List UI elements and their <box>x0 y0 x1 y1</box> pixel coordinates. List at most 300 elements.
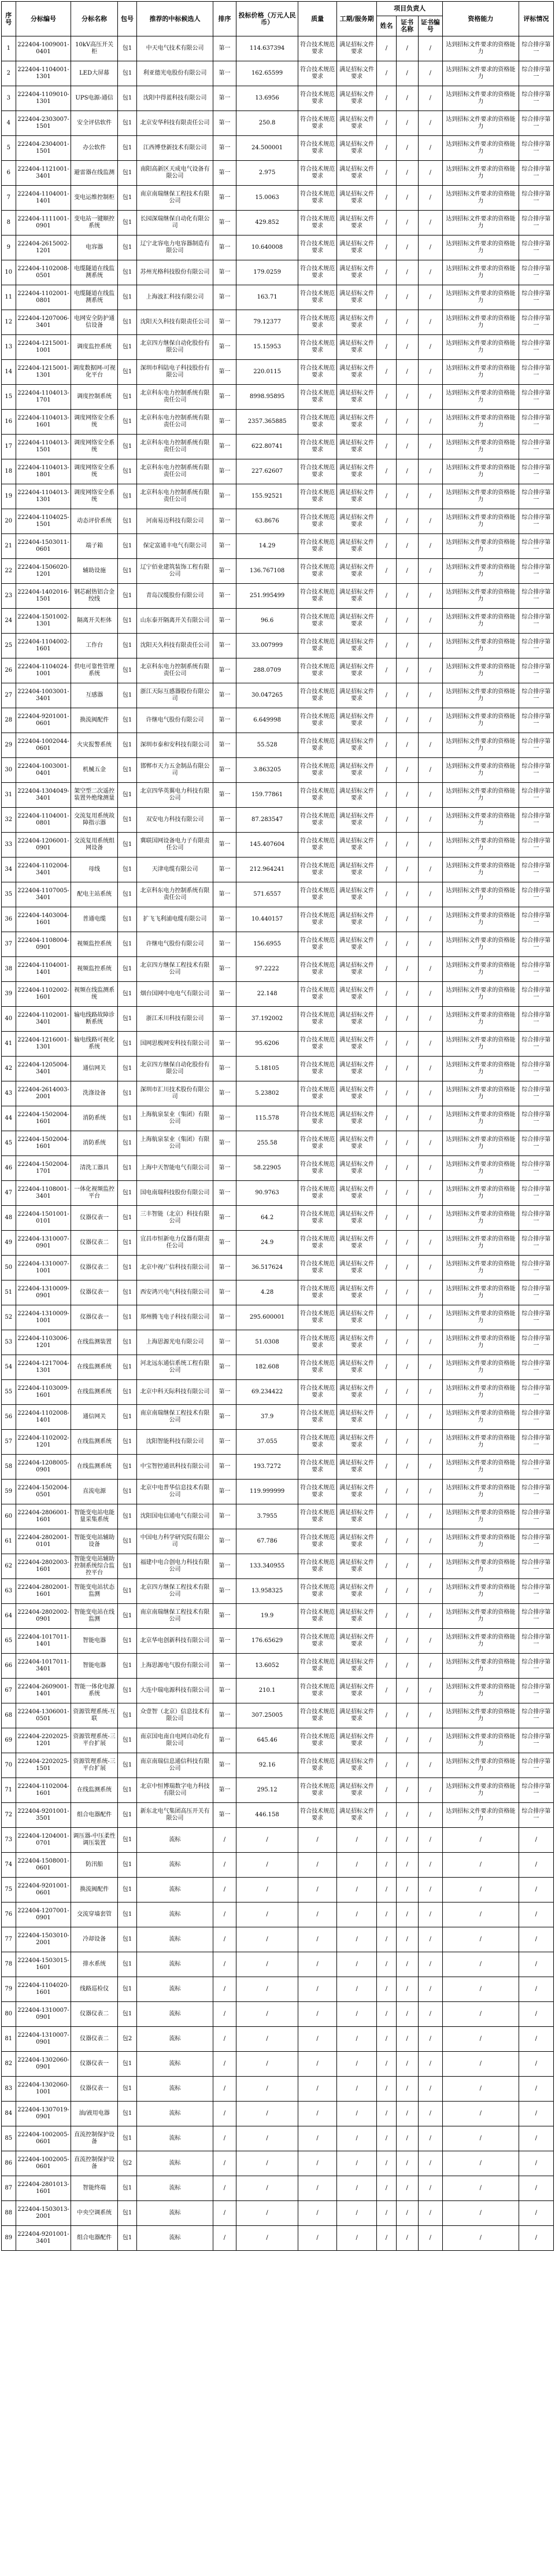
cell-qualification: 达到招标文件要求的资格能力 <box>443 260 519 285</box>
cell-period: 满足招标文件要求 <box>337 161 377 186</box>
cell-code: 222404-1017011-3401 <box>16 1654 71 1679</box>
cell-pm-cert: / <box>396 932 418 957</box>
cell-code: 222404-1104001-1301 <box>16 61 71 86</box>
cell-quality: 符合技术规范要求 <box>298 285 337 310</box>
cell-period: 满足招标文件要求 <box>337 310 377 335</box>
cell-rank: 第一 <box>213 1679 236 1703</box>
cell-evaluation: 综合排序第一 <box>519 36 553 61</box>
cell-pm-cert: / <box>396 2102 418 2126</box>
cell-period: / <box>337 2151 377 2176</box>
cell-pm-name: / <box>377 484 396 509</box>
cell-price: 250.8 <box>236 111 298 136</box>
cell-price: 55.528 <box>236 733 298 758</box>
cell-evaluation: 综合排序第一 <box>519 1529 553 1554</box>
cell-period: 满足招标文件要求 <box>337 1703 377 1728</box>
cell-rank: 第一 <box>213 1529 236 1554</box>
cell-name: 智能电器 <box>71 1654 117 1679</box>
cell-name: 端子箱 <box>71 534 117 559</box>
cell-name: 组合电器配件 <box>71 2226 117 2251</box>
cell-qualification: 达到招标文件要求的资格能力 <box>443 808 519 833</box>
cell-pm-cert: / <box>396 61 418 86</box>
cell-code: 222404-1503010-2001 <box>16 1927 71 1952</box>
cell-pkg: 包1 <box>117 1927 136 1952</box>
cell-code: 222404-1205004-3401 <box>16 1057 71 1081</box>
cell-rank: 第一 <box>213 1380 236 1405</box>
cell-code: 222404-1102001-3401 <box>16 1007 71 1032</box>
cell-pkg: 包1 <box>117 1280 136 1305</box>
cell-pm-name: / <box>377 2002 396 2027</box>
cell-price: 163.71 <box>236 285 298 310</box>
cell-pm-cert: / <box>396 2176 418 2201</box>
cell-rank: 第一 <box>213 982 236 1007</box>
cell-name: 智能变电站辅助设备 <box>71 1529 117 1554</box>
cell-name: 清洗工器具 <box>71 1156 117 1181</box>
cell-pm-no: / <box>418 957 442 982</box>
cell-price: 115.578 <box>236 1106 298 1131</box>
cell-pm-no: / <box>418 2027 442 2052</box>
cell-pkg: 包1 <box>117 2201 136 2226</box>
cell-quality: 符合技术规范要求 <box>298 1654 337 1679</box>
cell-price: 5.23802 <box>236 1081 298 1106</box>
cell-code: 222404-1108001-3401 <box>16 1181 71 1206</box>
cell-evaluation: 综合排序第一 <box>519 1728 553 1753</box>
cell-quality: 符合技术规范要求 <box>298 1231 337 1256</box>
cell-candidate: 北京科东电力控制系统有限责任公司 <box>137 882 213 907</box>
cell-code: 222404-1104013-1601 <box>16 410 71 435</box>
cell-seq: 5 <box>2 136 16 161</box>
cell-pkg: 包1 <box>117 2102 136 2126</box>
cell-price: 3.7955 <box>236 1504 298 1529</box>
cell-qualification: / <box>443 1927 519 1952</box>
cell-pkg: 包1 <box>117 2002 136 2027</box>
table-row <box>2 1579 554 1604</box>
cell-pm-cert: / <box>396 484 418 509</box>
cell-pm-no: / <box>418 634 442 658</box>
cell-pkg: 包1 <box>117 285 136 310</box>
cell-pkg: 包1 <box>117 1878 136 1902</box>
cell-pm-no: / <box>418 2052 442 2077</box>
cell-qualification: / <box>443 1828 519 1853</box>
cell-pm-name: / <box>377 1380 396 1405</box>
cell-pm-cert: / <box>396 1455 418 1480</box>
header-quality: 质量 <box>298 2 337 36</box>
cell-rank: 第一 <box>213 509 236 534</box>
cell-pm-cert: / <box>396 1828 418 1853</box>
cell-name: 冷却设备 <box>71 1927 117 1952</box>
cell-qualification: 达到招标文件要求的资格能力 <box>443 509 519 534</box>
cell-evaluation: 综合排序第一 <box>519 882 553 907</box>
table-row <box>2 2102 554 2126</box>
cell-period: 满足招标文件要求 <box>337 1081 377 1106</box>
cell-code: 222404-1206001-0901 <box>16 833 71 858</box>
cell-price: 22.148 <box>236 982 298 1007</box>
table-row <box>2 1156 554 1181</box>
cell-candidate: 流标 <box>137 2126 213 2151</box>
cell-pm-cert: / <box>396 1803 418 1828</box>
cell-qualification: 达到招标文件要求的资格能力 <box>443 634 519 658</box>
cell-period: 满足招标文件要求 <box>337 1032 377 1057</box>
cell-pm-no: / <box>418 833 442 858</box>
cell-name: 智能变电站辅助控制系统综合监控平台 <box>71 1554 117 1579</box>
cell-code: 222404-1501002-1301 <box>16 609 71 634</box>
cell-period: / <box>337 2002 377 2027</box>
cell-rank: / <box>213 2102 236 2126</box>
cell-code: 222404-1215001-1301 <box>16 360 71 385</box>
header-qualification: 资格能力 <box>443 2 519 36</box>
cell-qualification: 达到招标文件要求的资格能力 <box>443 1554 519 1579</box>
cell-price: / <box>236 1977 298 2002</box>
cell-candidate: 宜昌市恒新电力仪器有限责任公司 <box>137 1231 213 1256</box>
cell-evaluation: 综合排序第一 <box>519 1629 553 1654</box>
cell-qualification: 达到招标文件要求的资格能力 <box>443 833 519 858</box>
cell-pm-name: / <box>377 1280 396 1305</box>
cell-rank: 第一 <box>213 335 236 360</box>
cell-evaluation: 综合排序第一 <box>519 1032 553 1057</box>
cell-code: 222404-1102008-0501 <box>16 260 71 285</box>
cell-qualification: / <box>443 2126 519 2151</box>
cell-period: 满足招标文件要求 <box>337 211 377 235</box>
cell-price: 30.047265 <box>236 683 298 708</box>
cell-candidate: 流标 <box>137 2151 213 2176</box>
cell-pm-name: / <box>377 136 396 161</box>
cell-pkg: 包1 <box>117 1131 136 1156</box>
cell-price: 156.6955 <box>236 932 298 957</box>
cell-code: 222404-1017011-1401 <box>16 1629 71 1654</box>
cell-price: 79.12377 <box>236 310 298 335</box>
cell-qualification: 达到招标文件要求的资格能力 <box>443 882 519 907</box>
cell-name: 变电站一键顺控系统 <box>71 211 117 235</box>
cell-candidate: 流标 <box>137 2052 213 2077</box>
cell-price: 114.637394 <box>236 36 298 61</box>
cell-price: 4.28 <box>236 1280 298 1305</box>
cell-price: / <box>236 2077 298 2102</box>
cell-quality: 符合技术规范要求 <box>298 907 337 932</box>
cell-seq: 56 <box>2 1405 16 1430</box>
cell-pkg: 包1 <box>117 1405 136 1430</box>
cell-pm-no: / <box>418 161 442 186</box>
cell-code: 222404-1104001-1401 <box>16 186 71 211</box>
cell-evaluation: 综合排序第一 <box>519 1057 553 1081</box>
cell-seq: 42 <box>2 1057 16 1081</box>
cell-pm-cert: / <box>396 1554 418 1579</box>
cell-evaluation: 综合排序第一 <box>519 1455 553 1480</box>
cell-candidate: 三丰智能（北京）科技有限公司 <box>137 1206 213 1231</box>
cell-candidate: 流标 <box>137 1952 213 1977</box>
cell-quality: 符合技术规范要求 <box>298 783 337 808</box>
cell-quality: 符合技术规范要求 <box>298 435 337 459</box>
table-body <box>2 36 554 2251</box>
table-row <box>2 2201 554 2226</box>
cell-name: 仪器仪表一 <box>71 2052 117 2077</box>
cell-candidate: 流标 <box>137 2027 213 2052</box>
cell-qualification: 达到招标文件要求的资格能力 <box>443 1604 519 1629</box>
cell-price: 37.9 <box>236 1405 298 1430</box>
cell-evaluation: 综合排序第一 <box>519 1280 553 1305</box>
cell-pm-cert: / <box>396 2201 418 2226</box>
cell-pkg: 包1 <box>117 1654 136 1679</box>
cell-code: 222404-1502004-1701 <box>16 1156 71 1181</box>
cell-candidate: 国电南瑞科技股份有限公司 <box>137 1181 213 1206</box>
cell-pkg: 包1 <box>117 808 136 833</box>
cell-rank: 第一 <box>213 1256 236 1280</box>
cell-quality: 符合技术规范要求 <box>298 1032 337 1057</box>
cell-seq: 82 <box>2 2052 16 2077</box>
cell-candidate: 国网思极网安科技有限公司 <box>137 1032 213 1057</box>
cell-name: 机械五金 <box>71 758 117 783</box>
cell-name: 视频监控系统 <box>71 932 117 957</box>
cell-seq: 49 <box>2 1231 16 1256</box>
cell-pm-name: / <box>377 1156 396 1181</box>
cell-pm-no: / <box>418 1604 442 1629</box>
cell-seq: 34 <box>2 858 16 882</box>
cell-price: / <box>236 2226 298 2251</box>
cell-code: 222404-1310007-0901 <box>16 2027 71 2052</box>
cell-price: 15.15953 <box>236 335 298 360</box>
cell-evaluation: 综合排序第一 <box>519 658 553 683</box>
cell-name: 智能变电站在线监测 <box>71 1604 117 1629</box>
cell-price: 307.25005 <box>236 1703 298 1728</box>
cell-evaluation: 综合排序第一 <box>519 932 553 957</box>
cell-rank: 第一 <box>213 932 236 957</box>
cell-pkg: 包1 <box>117 733 136 758</box>
cell-pm-name: / <box>377 1057 396 1081</box>
cell-pm-no: / <box>418 260 442 285</box>
cell-price: 97.2222 <box>236 957 298 982</box>
cell-period: 满足招标文件要求 <box>337 1753 377 1778</box>
cell-period: 满足招标文件要求 <box>337 1455 377 1480</box>
cell-seq: 89 <box>2 2226 16 2251</box>
cell-qualification: 达到招标文件要求的资格能力 <box>443 1231 519 1256</box>
cell-pm-cert: / <box>396 385 418 410</box>
cell-pm-name: / <box>377 559 396 584</box>
cell-candidate: 北京四方继保工程技术有限公司 <box>137 1579 213 1604</box>
cell-pkg: 包1 <box>117 36 136 61</box>
cell-seq: 31 <box>2 783 16 808</box>
cell-price: 5.18105 <box>236 1057 298 1081</box>
cell-pkg: 包1 <box>117 1305 136 1330</box>
cell-period: 满足招标文件要求 <box>337 61 377 86</box>
cell-candidate: 流标 <box>137 2226 213 2251</box>
cell-evaluation: 综合排序第一 <box>519 86 553 111</box>
cell-qualification: 达到招标文件要求的资格能力 <box>443 1529 519 1554</box>
cell-seq: 60 <box>2 1504 16 1529</box>
table-row <box>2 1778 554 1803</box>
cell-quality: 符合技术规范要求 <box>298 335 337 360</box>
cell-quality: 符合技术规范要求 <box>298 1504 337 1529</box>
cell-code: 222404-1216001-1301 <box>16 1032 71 1057</box>
cell-candidate: 河南易迈科技有限公司 <box>137 509 213 534</box>
cell-pkg: 包1 <box>117 1828 136 1853</box>
cell-quality: 符合技术规范要求 <box>298 1305 337 1330</box>
cell-pm-no: / <box>418 758 442 783</box>
cell-rank: 第一 <box>213 1131 236 1156</box>
cell-seq: 38 <box>2 957 16 982</box>
table-row <box>2 2002 554 2027</box>
table-row <box>2 186 554 211</box>
cell-quality: / <box>298 1828 337 1853</box>
cell-period: / <box>337 1952 377 1977</box>
cell-quality: 符合技术规范要求 <box>298 957 337 982</box>
cell-pm-no: / <box>418 1579 442 1604</box>
cell-period: 满足招标文件要求 <box>337 1280 377 1305</box>
cell-rank: / <box>213 1853 236 1878</box>
cell-quality: 符合技术规范要求 <box>298 1181 337 1206</box>
cell-quality: / <box>298 2077 337 2102</box>
cell-pm-no: / <box>418 1629 442 1654</box>
cell-rank: 第一 <box>213 1728 236 1753</box>
cell-pm-cert: / <box>396 1256 418 1280</box>
cell-period: 满足招标文件要求 <box>337 758 377 783</box>
cell-qualification: 达到招标文件要求的资格能力 <box>443 708 519 733</box>
cell-pkg: 包1 <box>117 235 136 260</box>
cell-evaluation: 综合排序第一 <box>519 1405 553 1430</box>
cell-period: 满足招标文件要求 <box>337 683 377 708</box>
header-pkg: 包号 <box>117 2 136 36</box>
cell-qualification: 达到招标文件要求的资格能力 <box>443 1405 519 1430</box>
cell-pm-name: / <box>377 61 396 86</box>
cell-price: 90.9763 <box>236 1181 298 1206</box>
cell-qualification: / <box>443 2052 519 2077</box>
cell-pm-no: / <box>418 136 442 161</box>
cell-evaluation: 综合排序第一 <box>519 285 553 310</box>
table-row <box>2 708 554 733</box>
cell-pm-name: / <box>377 1579 396 1604</box>
cell-period: 满足招标文件要求 <box>337 1156 377 1181</box>
cell-pkg: 包1 <box>117 634 136 658</box>
cell-candidate: 江西博登新技术有限公司 <box>137 136 213 161</box>
cell-name: 在线监测装置 <box>71 1330 117 1355</box>
cell-pm-name: / <box>377 161 396 186</box>
cell-candidate: 南京南瑞继保工程技术有限公司 <box>137 1405 213 1430</box>
cell-pm-cert: / <box>396 1231 418 1256</box>
cell-qualification: 达到招标文件要求的资格能力 <box>443 1654 519 1679</box>
cell-pm-no: / <box>418 1156 442 1181</box>
cell-rank: 第一 <box>213 435 236 459</box>
cell-evaluation: 综合排序第一 <box>519 584 553 609</box>
cell-code: 222404-2202025-1201 <box>16 1728 71 1753</box>
cell-seq: 2 <box>2 61 16 86</box>
cell-pm-cert: / <box>396 658 418 683</box>
cell-pm-no: / <box>418 609 442 634</box>
cell-price: 67.786 <box>236 1529 298 1554</box>
cell-quality: 符合技术规范要求 <box>298 1430 337 1455</box>
cell-evaluation: 综合排序第一 <box>519 136 553 161</box>
table-row <box>2 982 554 1007</box>
cell-pm-cert: / <box>396 310 418 335</box>
cell-pkg: 包1 <box>117 1081 136 1106</box>
cell-period: 满足招标文件要求 <box>337 1430 377 1455</box>
cell-pkg: 包1 <box>117 1256 136 1280</box>
cell-quality: 符合技术规范要求 <box>298 932 337 957</box>
cell-seq: 74 <box>2 1853 16 1878</box>
cell-evaluation: 综合排序第一 <box>519 982 553 1007</box>
cell-qualification: 达到招标文件要求的资格能力 <box>443 1256 519 1280</box>
cell-candidate: 北京科东电力控制系统有限责任公司 <box>137 410 213 435</box>
cell-code: 222404-2202025-1501 <box>16 1753 71 1778</box>
cell-quality: / <box>298 1977 337 2002</box>
header-rank: 排序 <box>213 2 236 36</box>
cell-period: 满足招标文件要求 <box>337 808 377 833</box>
cell-pm-name: / <box>377 1952 396 1977</box>
cell-pm-name: / <box>377 260 396 285</box>
cell-seq: 46 <box>2 1156 16 1181</box>
table-row <box>2 111 554 136</box>
cell-code: 222404-1002005-0601 <box>16 2126 71 2151</box>
cell-evaluation: 综合排序第一 <box>519 1007 553 1032</box>
cell-name: 换流阀配件 <box>71 708 117 733</box>
cell-price: / <box>236 1853 298 1878</box>
cell-rank: 第一 <box>213 360 236 385</box>
cell-pkg: 包1 <box>117 1554 136 1579</box>
cell-name: 直流电源 <box>71 1480 117 1504</box>
cell-pm-name: / <box>377 1654 396 1679</box>
table-row <box>2 882 554 907</box>
table-row <box>2 1753 554 1778</box>
table-row <box>2 783 554 808</box>
cell-pm-name: / <box>377 1679 396 1703</box>
cell-qualification: 达到招标文件要求的资格能力 <box>443 1355 519 1380</box>
cell-name: 隔离开关柜体 <box>71 609 117 634</box>
cell-price: / <box>236 2176 298 2201</box>
cell-price: 162.65599 <box>236 61 298 86</box>
cell-pm-name: / <box>377 2126 396 2151</box>
table-row <box>2 1032 554 1057</box>
cell-pm-no: / <box>418 459 442 484</box>
cell-pm-cert: / <box>396 161 418 186</box>
cell-rank: 第一 <box>213 1032 236 1057</box>
cell-price: / <box>236 1927 298 1952</box>
cell-candidate: 双安电力科技有限公司 <box>137 808 213 833</box>
cell-pm-cert: / <box>396 1405 418 1430</box>
cell-pkg: 包1 <box>117 1455 136 1480</box>
cell-pm-cert: / <box>396 2151 418 2176</box>
cell-quality: 符合技术规范要求 <box>298 1753 337 1778</box>
cell-candidate: 上海航泉泵业（集团）有限公司 <box>137 1106 213 1131</box>
header-pm-cert: 证书名称 <box>396 16 418 36</box>
cell-code: 222404-1002005-0601 <box>16 2151 71 2176</box>
cell-seq: 71 <box>2 1778 16 1803</box>
cell-candidate: 流标 <box>137 2077 213 2102</box>
cell-period: 满足招标文件要求 <box>337 509 377 534</box>
cell-pm-no: / <box>418 858 442 882</box>
cell-pkg: 包1 <box>117 211 136 235</box>
cell-candidate: 流标 <box>137 2176 213 2201</box>
cell-candidate: 长园深瑞继保自动化有限公司 <box>137 211 213 235</box>
cell-rank: 第一 <box>213 235 236 260</box>
cell-pm-cert: / <box>396 1007 418 1032</box>
cell-quality: / <box>298 1952 337 1977</box>
cell-period: 满足招标文件要求 <box>337 260 377 285</box>
cell-rank: 第一 <box>213 1753 236 1778</box>
cell-pkg: 包1 <box>117 2126 136 2151</box>
cell-name: 普通电缆 <box>71 907 117 932</box>
cell-code: 222404-1109010-1301 <box>16 86 71 111</box>
cell-price: 622.80741 <box>236 435 298 459</box>
cell-rank: 第一 <box>213 136 236 161</box>
table-row <box>2 2027 554 2052</box>
cell-quality: 符合技术规范要求 <box>298 708 337 733</box>
cell-rank: 第一 <box>213 385 236 410</box>
cell-pkg: 包1 <box>117 609 136 634</box>
cell-rank: 第一 <box>213 783 236 808</box>
cell-candidate: 南京南瑞继保工程技术有限公司 <box>137 1604 213 1629</box>
cell-qualification: 达到招标文件要求的资格能力 <box>443 410 519 435</box>
cell-quality: 符合技术规范要求 <box>298 509 337 534</box>
table-row <box>2 559 554 584</box>
cell-code: 222404-2303007-1501 <box>16 111 71 136</box>
cell-seq: 84 <box>2 2102 16 2126</box>
cell-price: 159.77861 <box>236 783 298 808</box>
